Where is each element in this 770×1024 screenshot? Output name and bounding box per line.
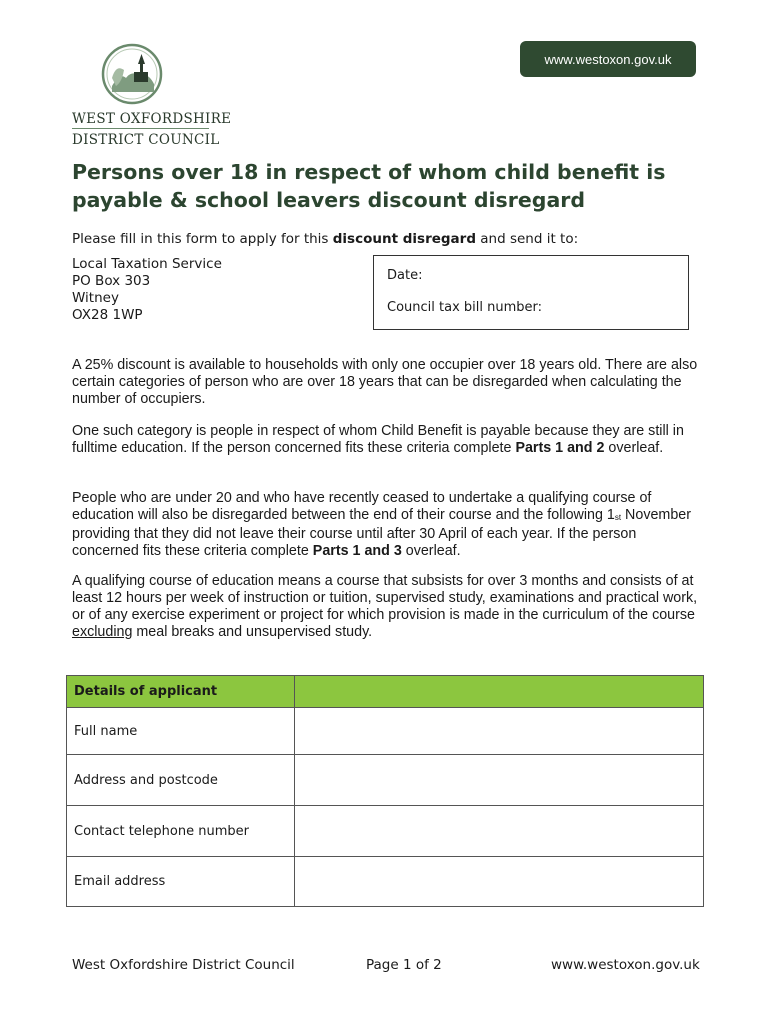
- paragraph-school-leavers: [72, 490, 704, 560]
- title-line1: Persons over 18 in respect of whom child benefit is: [72, 160, 666, 184]
- intro-after: and send it to:: [475, 231, 579, 247]
- intro-bold: discount disregard: [332, 231, 476, 247]
- intro-before: Please fill in this form to apply for this: [72, 231, 333, 247]
- footer-website: www.westoxon.gov.uk: [551, 957, 700, 973]
- footer-page-number: Page 1 of 2: [366, 957, 442, 973]
- table-row-telephone: [67, 806, 703, 857]
- table-header-row: [67, 676, 703, 708]
- p2-bold: Parts 1 and 2: [515, 440, 605, 456]
- paragraph-discount: A 25% discount is available to households with only one occupier over 18 years old. There are also certain categories of person who are over 18 years that can be disregarded when calculating the number of occupiers.: [72, 357, 698, 407]
- telephone-field[interactable]: [295, 806, 703, 856]
- title-line2: payable & school leavers discount disregard: [72, 188, 586, 212]
- email-field[interactable]: [295, 857, 703, 906]
- footer-council-name: West Oxfordshire District Council: [72, 957, 295, 973]
- postal-address: [72, 256, 222, 324]
- applicant-details-table: [66, 675, 704, 907]
- website-badge[interactable]: www.westoxon.gov.uk: [520, 41, 696, 77]
- address-line1: Local Taxation Service: [72, 256, 222, 272]
- table-header-label: Details of applicant: [67, 676, 295, 707]
- p4-underline: excluding: [72, 624, 133, 640]
- address-line2: PO Box 303: [72, 273, 151, 289]
- table-row-email: [67, 857, 703, 906]
- p3-text-b: November providing that they did not leave their course until after 30 April of each year. If the person concerned fits these criteria complete: [72, 507, 691, 559]
- full-name-field[interactable]: [295, 708, 703, 754]
- page-title: [72, 158, 702, 214]
- office-use-box: [373, 255, 689, 330]
- p3-superscript: st: [614, 513, 622, 522]
- p2-text-a: One such category is people in respect of whom Child Benefit is payable because they are still in fulltime education. If the person concerned fits these criteria complete: [72, 423, 684, 456]
- p2-text-b: overleaf.: [604, 440, 664, 456]
- table-header-value: [295, 676, 703, 707]
- full-name-label: Full name: [67, 708, 295, 754]
- address-line3: Witney: [72, 290, 119, 306]
- p4-text-b: meal breaks and unsupervised study.: [132, 624, 373, 640]
- address-label: Address and postcode: [67, 755, 295, 805]
- email-label: Email address: [67, 857, 295, 906]
- table-row-address: [67, 755, 703, 806]
- address-line4: OX28 1WP: [72, 307, 143, 323]
- p3-text-a: People who are under 20 and who have recently ceased to undertake a qualifying course of education will also be disregarded between the end of their course and the following 1: [72, 490, 652, 523]
- telephone-label: Contact telephone number: [67, 806, 295, 856]
- logo-text-line1: WEST OXFORDSHIRE: [72, 111, 232, 127]
- council-logo-emblem: [100, 42, 164, 106]
- p3-text-c: overleaf.: [401, 543, 461, 559]
- table-row-full-name: [67, 708, 703, 755]
- paragraph-qualifying-course: [72, 573, 704, 641]
- bill-number-label: Council tax bill number:: [387, 300, 543, 315]
- intro-text: [72, 231, 578, 247]
- date-label: Date:: [387, 268, 423, 283]
- logo-divider: [72, 128, 209, 129]
- p4-text-a: A qualifying course of education means a course that subsists for over 3 months and consists of at least 12 hours per week of instruction or tuition, supervised study, examinations and practical work, or of any exercise experiment or project for which provision is made in the curriculum of the course: [72, 573, 698, 623]
- p3-bold: Parts 1 and 3: [312, 543, 402, 559]
- address-field[interactable]: [295, 755, 703, 805]
- logo-text-line2: DISTRICT COUNCIL: [72, 132, 220, 148]
- paragraph-child-benefit: [72, 423, 704, 457]
